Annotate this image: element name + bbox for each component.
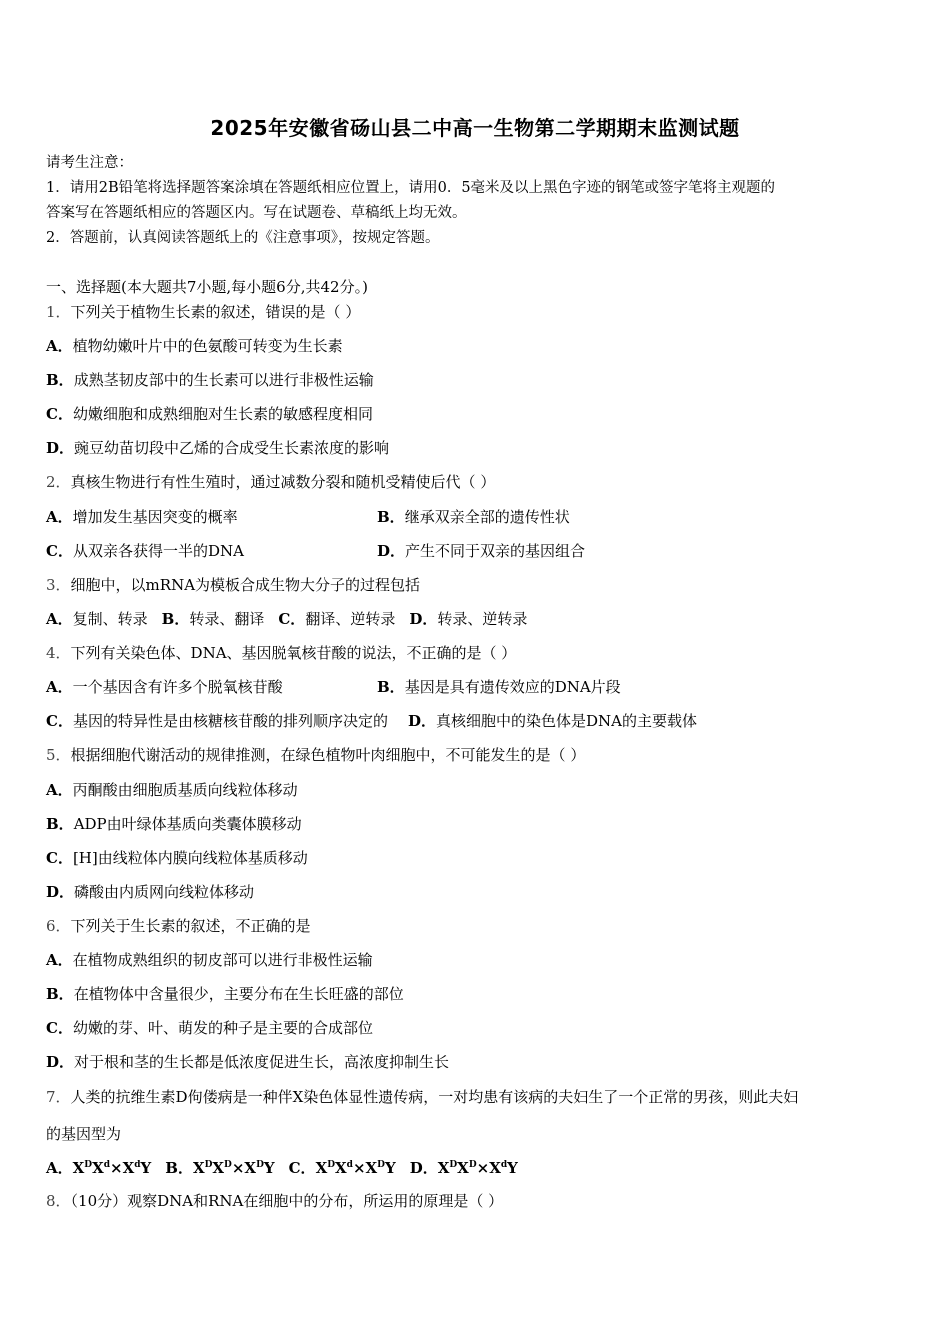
q4-option-d <box>408 712 697 730</box>
option-label: A． <box>46 678 73 696</box>
option-text: 磷酸由内质网向线粒体移动 <box>74 883 255 901</box>
question-1 <box>46 301 360 323</box>
q3-option-d <box>409 610 527 628</box>
option-text: ADP由叶绿体基质向类囊体膜移动 <box>73 815 302 833</box>
option-label: A． <box>46 610 73 628</box>
option-label: C． <box>46 1019 73 1037</box>
option-label: C． <box>46 405 73 423</box>
question-number: 7． <box>46 1088 71 1106</box>
q7-options <box>46 1157 518 1179</box>
option-text: 在植物成熟组织的韧皮部可以进行非极性运输 <box>72 951 373 969</box>
option-text: 真核细胞中的染色体是DNA的主要载体 <box>435 712 697 730</box>
option-text: [H]由线粒体内膜向线粒体基质移动 <box>72 849 308 867</box>
option-text: 豌豆幼苗切段中乙烯的合成受生长素浓度的影响 <box>74 439 390 457</box>
option-label: A． <box>46 508 73 526</box>
option-label: B． <box>377 508 405 526</box>
question-stem: 下列关于植物生长素的叙述，错误的是（ ） <box>70 303 361 321</box>
option-text: 从双亲各获得一半的DNA <box>72 542 244 560</box>
option-label: C． <box>278 610 306 628</box>
q1-option-b <box>46 369 374 391</box>
option-label: C． <box>46 542 73 560</box>
page-title: 2025年安徽省砀山县二中高一生物第二学期期末监测试题 <box>210 116 740 140</box>
question-number: 5． <box>46 746 71 764</box>
q2-option-c <box>46 540 244 562</box>
question-stem: （10分）观察DNA和RNA在细胞中的分布，所运用的原理是（ ） <box>70 1192 504 1210</box>
q3-option-b <box>162 610 265 628</box>
notice-heading: 请考生注意： <box>46 155 133 171</box>
option-label: D． <box>407 712 436 730</box>
option-text: 复制、转录 <box>72 610 148 628</box>
q3-options <box>46 608 527 630</box>
question-7-cont: 的基因型为 <box>46 1125 122 1143</box>
option-label: B． <box>46 985 74 1003</box>
q1-option-c <box>46 403 373 425</box>
question-stem: 根据细胞代谢活动的规律推测，在绿色植物叶肉细胞中，不可能发生的是（ ） <box>70 746 586 764</box>
question-number: 8． <box>46 1192 71 1210</box>
option-label: A． <box>46 781 73 799</box>
q2-option-b <box>377 506 570 528</box>
option-label: B． <box>161 610 190 628</box>
option-text: 产生不同于双亲的基因组合 <box>405 542 586 560</box>
question-2 <box>46 471 495 493</box>
q5-option-a <box>46 779 298 801</box>
q4-option-c <box>46 712 388 730</box>
question-number: 3． <box>46 576 71 594</box>
option-label: B． <box>46 371 74 389</box>
option-label: D． <box>409 1159 438 1177</box>
option-label: B． <box>165 1159 193 1177</box>
question-3 <box>46 574 420 596</box>
question-number: 4． <box>46 644 71 662</box>
option-label: D． <box>46 1053 75 1071</box>
q2-option-a <box>46 506 238 528</box>
question-number: 6． <box>46 917 71 935</box>
q5-option-c <box>46 847 308 869</box>
q3-option-c <box>278 610 395 628</box>
q7-option-a: A．$X^DX^d\times X^dY$ <box>46 1159 152 1177</box>
q1-option-d <box>46 437 389 459</box>
question-stem: 真核生物进行有性生殖时，通过减数分裂和随机受精使后代（ ） <box>70 473 496 491</box>
q7-option-b: B．$X^DX^D\times X^DY$ <box>165 1159 275 1177</box>
option-text: 继承双亲全部的遗传性状 <box>404 508 570 526</box>
option-text: 增加发生基因突变的概率 <box>72 508 238 526</box>
q6-option-b <box>46 983 404 1005</box>
question-4 <box>46 642 516 664</box>
notice-item-2: 2．答题前，认真阅读答题纸上的《注意事项》，按规定答题。 <box>46 230 440 246</box>
question-stem: 人类的抗维生素D佝偻病是一种伴X染色体显性遗传病，一对均患有该病的夫妇生了一个正常的男孩，则此夫妇 <box>70 1088 799 1106</box>
question-6 <box>46 915 311 937</box>
question-stem: 下列有关染色体、DNA、基因脱氧核苷酸的说法，不正确的是（ ） <box>70 644 517 662</box>
option-label: C． <box>46 712 73 730</box>
question-number: 1． <box>46 303 71 321</box>
question-stem: 下列关于生长素的叙述，不正确的是 <box>70 917 311 935</box>
notice-item-1-cont: 答案写在答题纸相应的答题区内。写在试题卷、草稿纸上均无效。 <box>46 205 467 221</box>
q1-option-a <box>46 335 343 357</box>
option-label: B． <box>377 678 405 696</box>
option-text: 转录、翻译 <box>189 610 265 628</box>
option-text: 丙酮酸由细胞质基质向线粒体移动 <box>72 781 298 799</box>
option-label: D． <box>46 439 75 457</box>
q6-option-d <box>46 1051 449 1073</box>
q6-option-c <box>46 1017 373 1039</box>
option-label: D． <box>409 610 438 628</box>
option-text: 基因的特异性是由核糖核苷酸的排列顺序决定的 <box>72 712 388 730</box>
option-text: 成熟茎韧皮部中的生长素可以进行非极性运输 <box>73 371 374 389</box>
option-text: 转录、逆转录 <box>437 610 528 628</box>
q4-option-a <box>46 676 283 698</box>
option-text: 翻译、逆转录 <box>305 610 396 628</box>
q7-option-c: C．$X^DX^d\times X^DY$ <box>288 1159 396 1177</box>
question-5 <box>46 744 585 766</box>
q2-option-d <box>377 540 585 562</box>
question-stem: 细胞中，以mRNA为模板合成生物大分子的过程包括 <box>70 576 421 594</box>
q3-option-a <box>46 610 148 628</box>
q5-option-d <box>46 881 254 903</box>
option-label: B． <box>46 815 74 833</box>
q4-option-b <box>377 676 621 698</box>
option-label: A． <box>46 951 73 969</box>
option-label: C． <box>288 1159 316 1177</box>
q5-option-b <box>46 813 302 835</box>
option-label: D． <box>377 542 406 560</box>
question-7 <box>46 1086 798 1108</box>
q6-option-a <box>46 949 373 971</box>
option-text: 幼嫩细胞和成熟细胞对生长素的敏感程度相同 <box>72 405 373 423</box>
question-8 <box>46 1190 503 1212</box>
option-text: 幼嫩的芽、叶、萌发的种子是主要的合成部位 <box>72 1019 373 1037</box>
option-label: C． <box>46 849 73 867</box>
notice-item-1: 1．请用2B铅笔将选择题答案涂填在答题纸相应位置上，请用0．5毫米及以上黑色字迹的钢笔或签字笔将主观题的 <box>46 180 776 196</box>
option-label: A． <box>46 337 73 355</box>
option-text: 一个基因含有许多个脱氧核苷酸 <box>72 678 283 696</box>
section-heading: 一、选择题(本大题共7小题,每小题6分,共42分。) <box>46 278 368 296</box>
question-number: 2． <box>46 473 71 491</box>
option-text: 对于根和茎的生长都是低浓度促进生长，高浓度抑制生长 <box>74 1053 450 1071</box>
option-label: A． <box>46 1159 73 1177</box>
option-label: D． <box>46 883 75 901</box>
option-text: 在植物体中含量很少，主要分布在生长旺盛的部位 <box>73 985 404 1003</box>
option-text: 基因是具有遗传效应的DNA片段 <box>404 678 621 696</box>
q7-option-d: D．$X^DX^D\times X^dY$ <box>409 1159 518 1177</box>
q4-options-cd <box>46 710 697 732</box>
option-text: 植物幼嫩叶片中的色氨酸可转变为生长素 <box>72 337 343 355</box>
